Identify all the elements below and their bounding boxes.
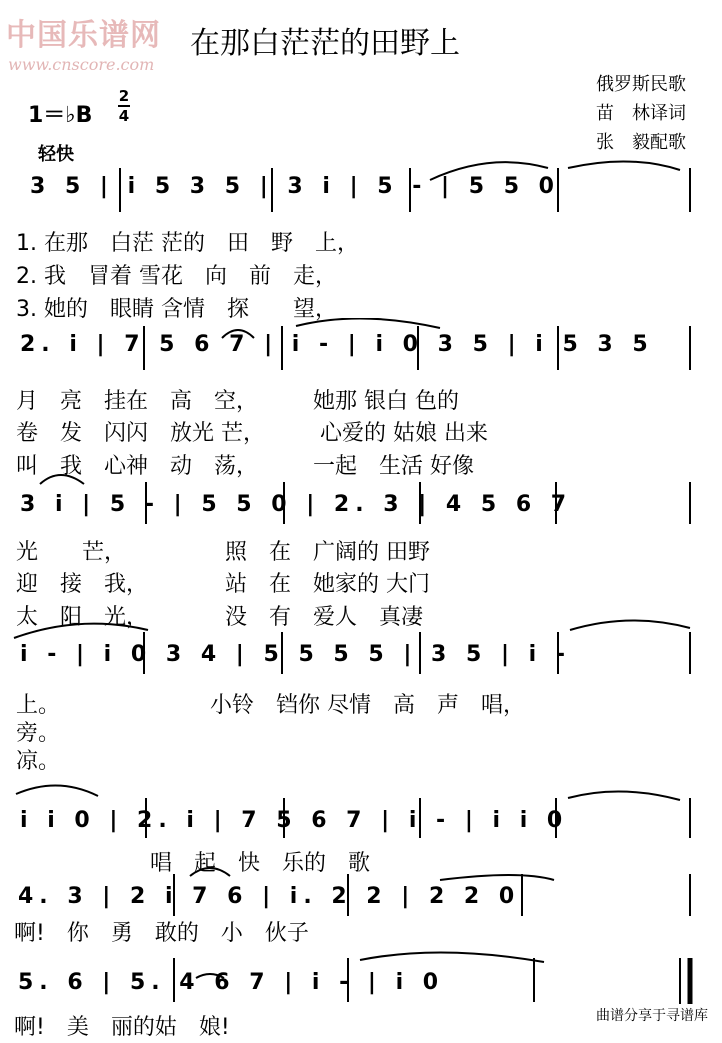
staff-system-3	[0, 468, 722, 538]
time-signature-top: 2	[118, 87, 130, 105]
lyric-s1-verse3: 3. 她的 眼睛 含情 探 望，	[16, 297, 337, 322]
staff-system-2-notes: 2. i | 7 5 6 7 | i - | i 0 3 5 | i 5 3 5	[20, 332, 654, 357]
credit-arranger: 张 毅配歌	[596, 132, 686, 153]
footer-source: 曲谱分享于寻谱库	[596, 1008, 708, 1024]
staff-system-3-notes: 3 i | 5 - | 5 5 0 | 2. 3 | 4 5 6 7	[20, 492, 573, 517]
credit-lyrics-translator: 苗 林译词	[596, 103, 686, 124]
credit-origin: 俄罗斯民歌	[596, 74, 686, 95]
staff-system-4-notes: i - | i 0 3 4 | 5 5 5 5 | 3 5 | i -	[20, 642, 571, 667]
watermark-url: www.cnscore.com	[8, 55, 155, 74]
lyric-s3-verse3: 太 阳 光， 没 有 爱人 真凄	[16, 605, 424, 630]
staff-system-1	[0, 160, 722, 230]
staff-system-7	[0, 944, 722, 1014]
lyric-s4-refrain: 小铃 铛你 尽情 高 声 唱，	[210, 693, 525, 718]
lyric-s5: 唱 起 快 乐的 歌	[150, 851, 371, 876]
time-signature-bottom: 4	[118, 107, 130, 125]
lyric-s4-ending2: 旁。	[16, 721, 61, 746]
lyric-s6: 啊! 你 勇 敢的 小 伙子	[14, 921, 309, 946]
staff-system-7-notes: 5. 6 | 5. 4 6 7 | i - | i 0	[18, 970, 445, 995]
lyric-s2-verse1: 月 亮 挂在 高 空， 她那 银白 色的	[16, 389, 459, 414]
staff-system-6-notes: 4. 3 | 2 i 7 6 | i. 2 2 | 2 2 0	[18, 884, 521, 909]
time-signature	[118, 88, 130, 124]
key-signature: 1＝♭B	[28, 103, 93, 128]
song-title: 在那白茫茫的田野上	[190, 26, 460, 61]
lyric-s3-verse2: 迎 接 我， 站 在 她家的 大门	[16, 572, 430, 597]
staff-system-5-notes: i i 0 | 2. i | 7 5 6 7 | i - | i i 0	[20, 808, 569, 833]
lyric-s2-verse3: 叫 我 心神 动 荡， 一起 生活 好像	[16, 454, 474, 479]
watermark-site-name: 中国乐谱网	[6, 18, 161, 53]
lyric-s4-ending3: 凉。	[16, 749, 61, 774]
lyric-s2-verse2: 卷 发 闪闪 放光 芒， 心爱的 姑娘 出来	[16, 421, 488, 446]
lyric-s4-ending1: 上。	[16, 693, 61, 718]
tempo-marking: 轻快	[38, 144, 74, 165]
lyric-s7: 啊! 美 丽的姑 娘!	[14, 1015, 230, 1040]
staff-system-1-notes: 3 5 | i 5 3 5 | 3 i | 5 - | 5 5 0	[30, 174, 560, 199]
staff-system-5	[0, 780, 722, 850]
staff-system-4	[0, 616, 722, 686]
staff-system-2	[0, 318, 722, 388]
lyric-s1-verse2: 2. 我 冒着 雪花 向 前 走，	[16, 264, 337, 289]
lyric-s1-verse1: 1. 在那 白茫 茫的 田 野 上，	[16, 231, 359, 256]
lyric-s3-verse1: 光 芒， 照 在 广阔的 田野	[16, 540, 430, 565]
